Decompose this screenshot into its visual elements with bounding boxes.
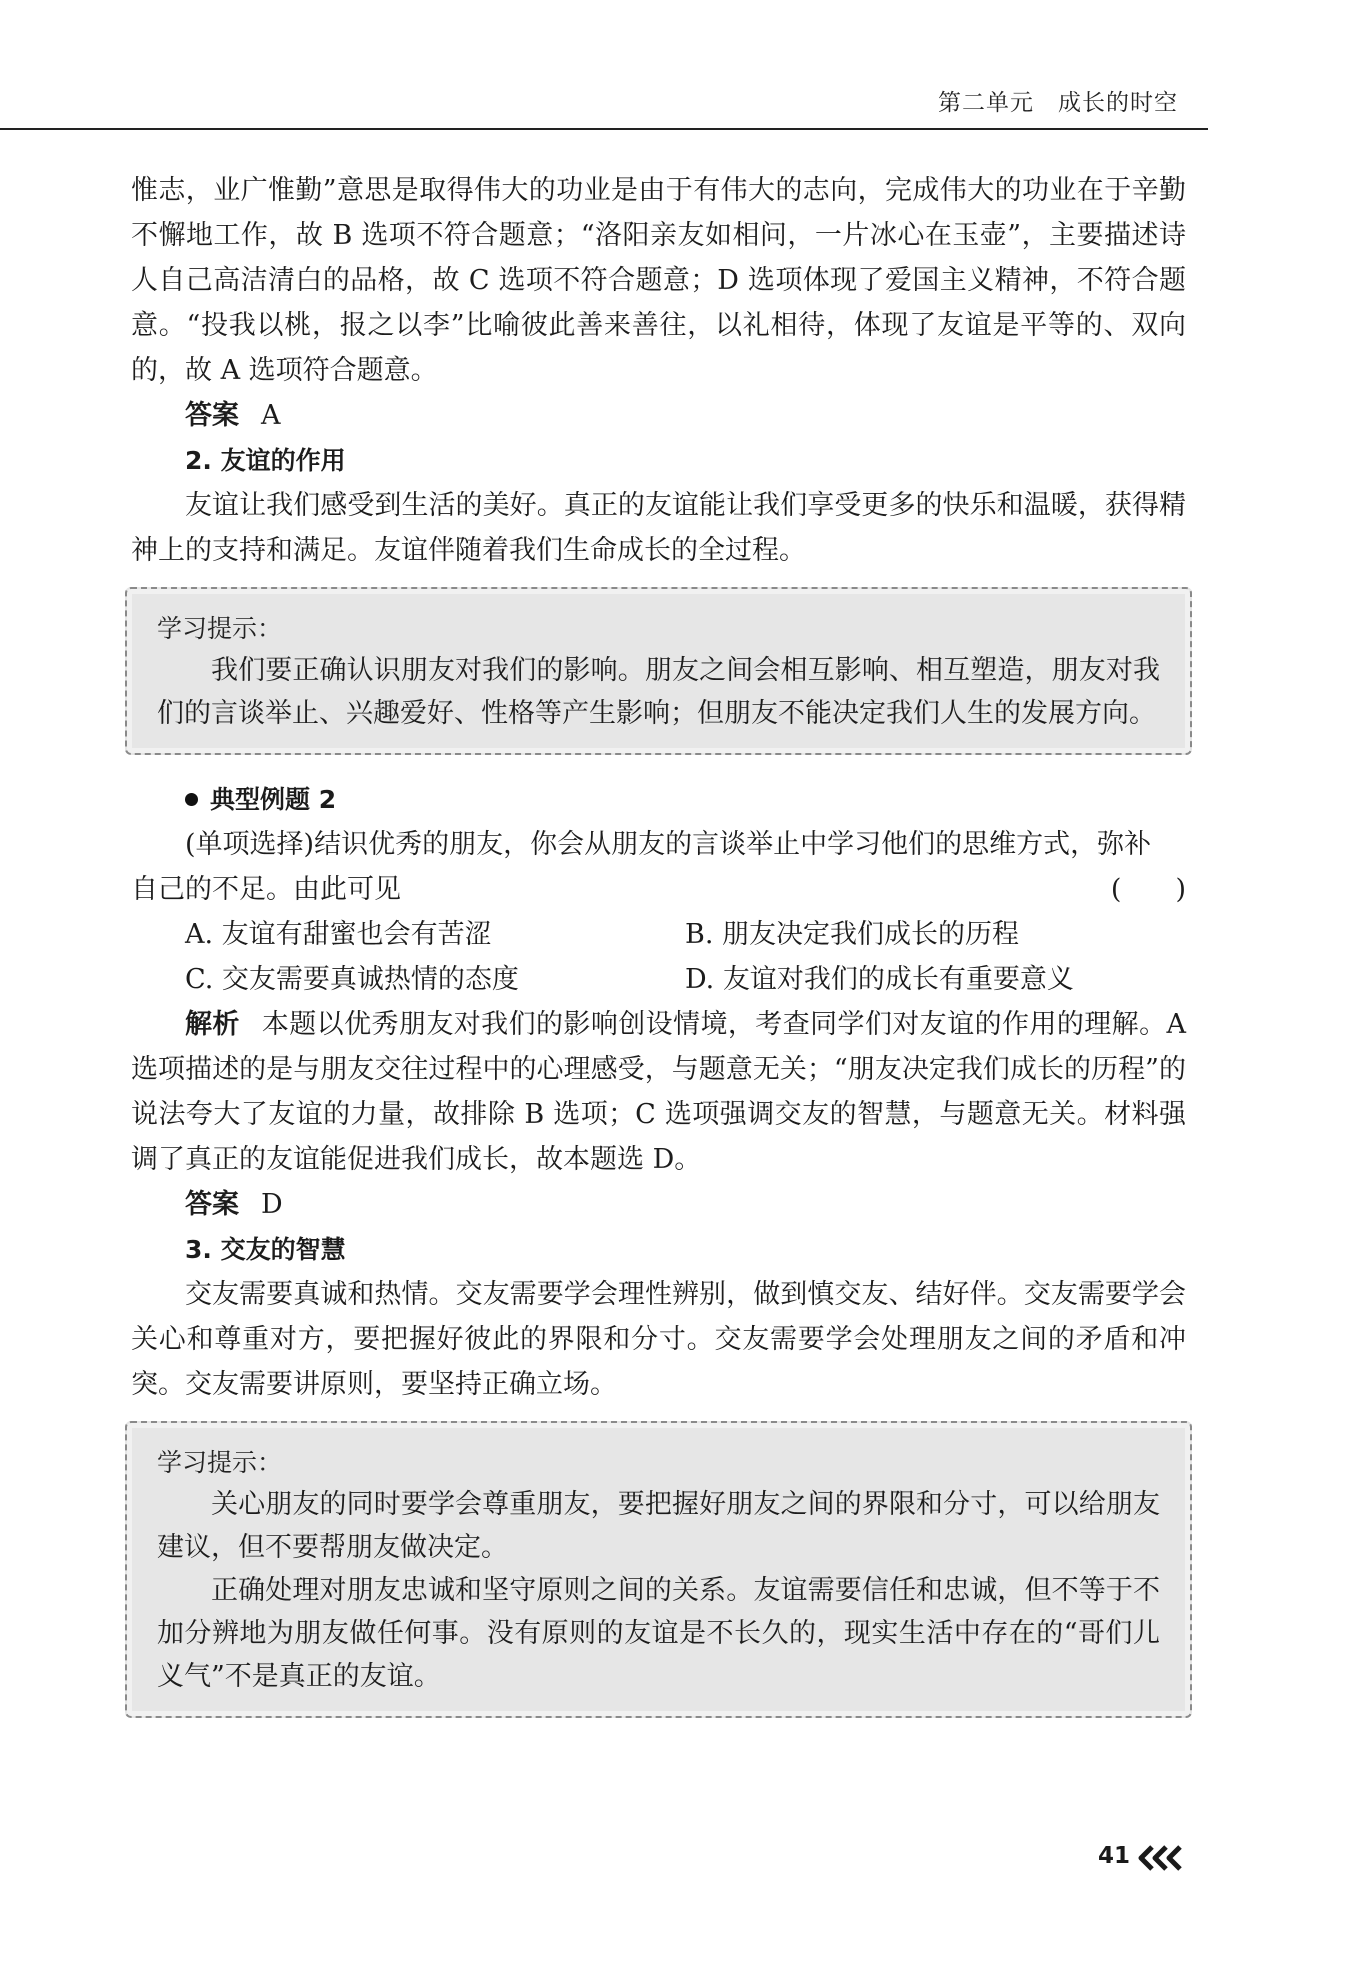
section-2-body: 友谊让我们感受到生活的美好。真正的友谊能让我们享受更多的快乐和温暖，获得精神上的支持和满足。友谊伴随着我们生命成长的全过程。 xyxy=(131,490,1186,566)
example-2-stem-text: 自己的不足。由此可见 xyxy=(131,874,401,905)
answer-1-label: 答案 xyxy=(185,400,239,431)
page-content xyxy=(131,168,1186,1732)
answer-2-value: D xyxy=(261,1189,283,1220)
triple-chevron-left-icon xyxy=(1136,1843,1186,1873)
study-tip-1-title: 学习提示： xyxy=(157,614,283,643)
option-d: D. 友谊对我们的成长有重要意义 xyxy=(685,964,1074,995)
example-2-stem-line2 xyxy=(131,867,1186,912)
section-2-heading: 2. 友谊的作用 xyxy=(185,446,346,475)
page-header: 第二单元 成长的时空 xyxy=(938,90,1178,116)
option-a: A. 友谊有甜蜜也会有苦涩 xyxy=(185,919,492,950)
option-b: B. 朋友决定我们成长的历程 xyxy=(685,919,1020,950)
section-3-heading: 3. 交友的智慧 xyxy=(185,1235,346,1264)
study-tip-2-title: 学习提示： xyxy=(157,1448,283,1477)
answer-bracket: ( ) xyxy=(1110,874,1186,905)
example-2-analysis xyxy=(131,1002,1186,1182)
study-tip-box-2 xyxy=(125,1421,1192,1718)
example-2-options xyxy=(185,912,1186,1002)
answer-2 xyxy=(185,1182,1186,1227)
section-3-body: 交友需要真诚和热情。交友需要学会理性辨别，做到慎交友、结好伴。交友需要学会关心和尊重对方，要把握好彼此的界限和分寸。交友需要学会处理朋友之间的矛盾和冲突。交友需要讲原则，要坚持正确立场。 xyxy=(131,1279,1186,1400)
study-tip-1-body: 我们要正确认识朋友对我们的影响。朋友之间会相互影响、相互塑造，朋友对我们的言谈举止、兴趣爱好、性格等产生影响；但朋友不能决定我们人生的发展方向。 xyxy=(157,655,1160,729)
intro-paragraph: 惟志，业广惟勤”意思是取得伟大的功业是由于有伟大的志向，完成伟大的功业在于辛勤不懈地工作，故 B 选项不符合题意；“洛阳亲友如相问，一片冰心在玉壶”，主要描述诗人自己高洁清白的品格，故 C 选项不符合题意；D 选项体现了爱国主义精神，不符合题意。“投我以桃，报之以李”比喻彼此善来善往，以礼相待，体现了友谊是平等的、双向的，故 A 选项符合题意。 xyxy=(131,175,1186,386)
study-tip-2-para2: 正确处理对朋友忠诚和坚守原则之间的关系。友谊需要信任和忠诚，但不等于不加分辨地为朋友做任何事。没有原则的友谊是不长久的，现实生活中存在的“哥们儿义气”不是真正的友谊。 xyxy=(157,1575,1160,1692)
bullet-dot-icon xyxy=(185,793,198,806)
header-rule xyxy=(0,128,1208,130)
study-tip-box-1 xyxy=(125,587,1192,755)
study-tip-2-para1: 关心朋友的同时要学会尊重朋友，要把握好朋友之间的界限和分寸，可以给朋友建议，但不要帮朋友做决定。 xyxy=(157,1489,1160,1563)
page-number: 41 xyxy=(1098,1843,1131,1869)
analysis-label: 解析 xyxy=(185,1009,240,1040)
analysis-text: 本题以优秀朋友对我们的影响创设情境，考查同学们对友谊的作用的理解。A 选项描述的是与朋友交往过程中的心理感受，与题意无关；“朋友决定我们成长的历程”的说法夸大了友谊的力量，故排除 B 选项；C 选项强调交友的智慧，与题意无关。材料强调了真正的友谊能促进我们成长，故本题选 D。 xyxy=(131,1009,1187,1175)
answer-1 xyxy=(185,393,1186,438)
answer-1-value: A xyxy=(261,400,281,431)
example-2-title xyxy=(185,777,1186,822)
answer-2-label: 答案 xyxy=(185,1189,239,1220)
example-2-stem-line1: (单项选择)结识优秀的朋友，你会从朋友的言谈举止中学习他们的思维方式，弥补 xyxy=(185,829,1152,860)
example-2-title-text: 典型例题 2 xyxy=(210,785,337,814)
option-c: C. 交友需要真诚热情的态度 xyxy=(185,964,519,995)
